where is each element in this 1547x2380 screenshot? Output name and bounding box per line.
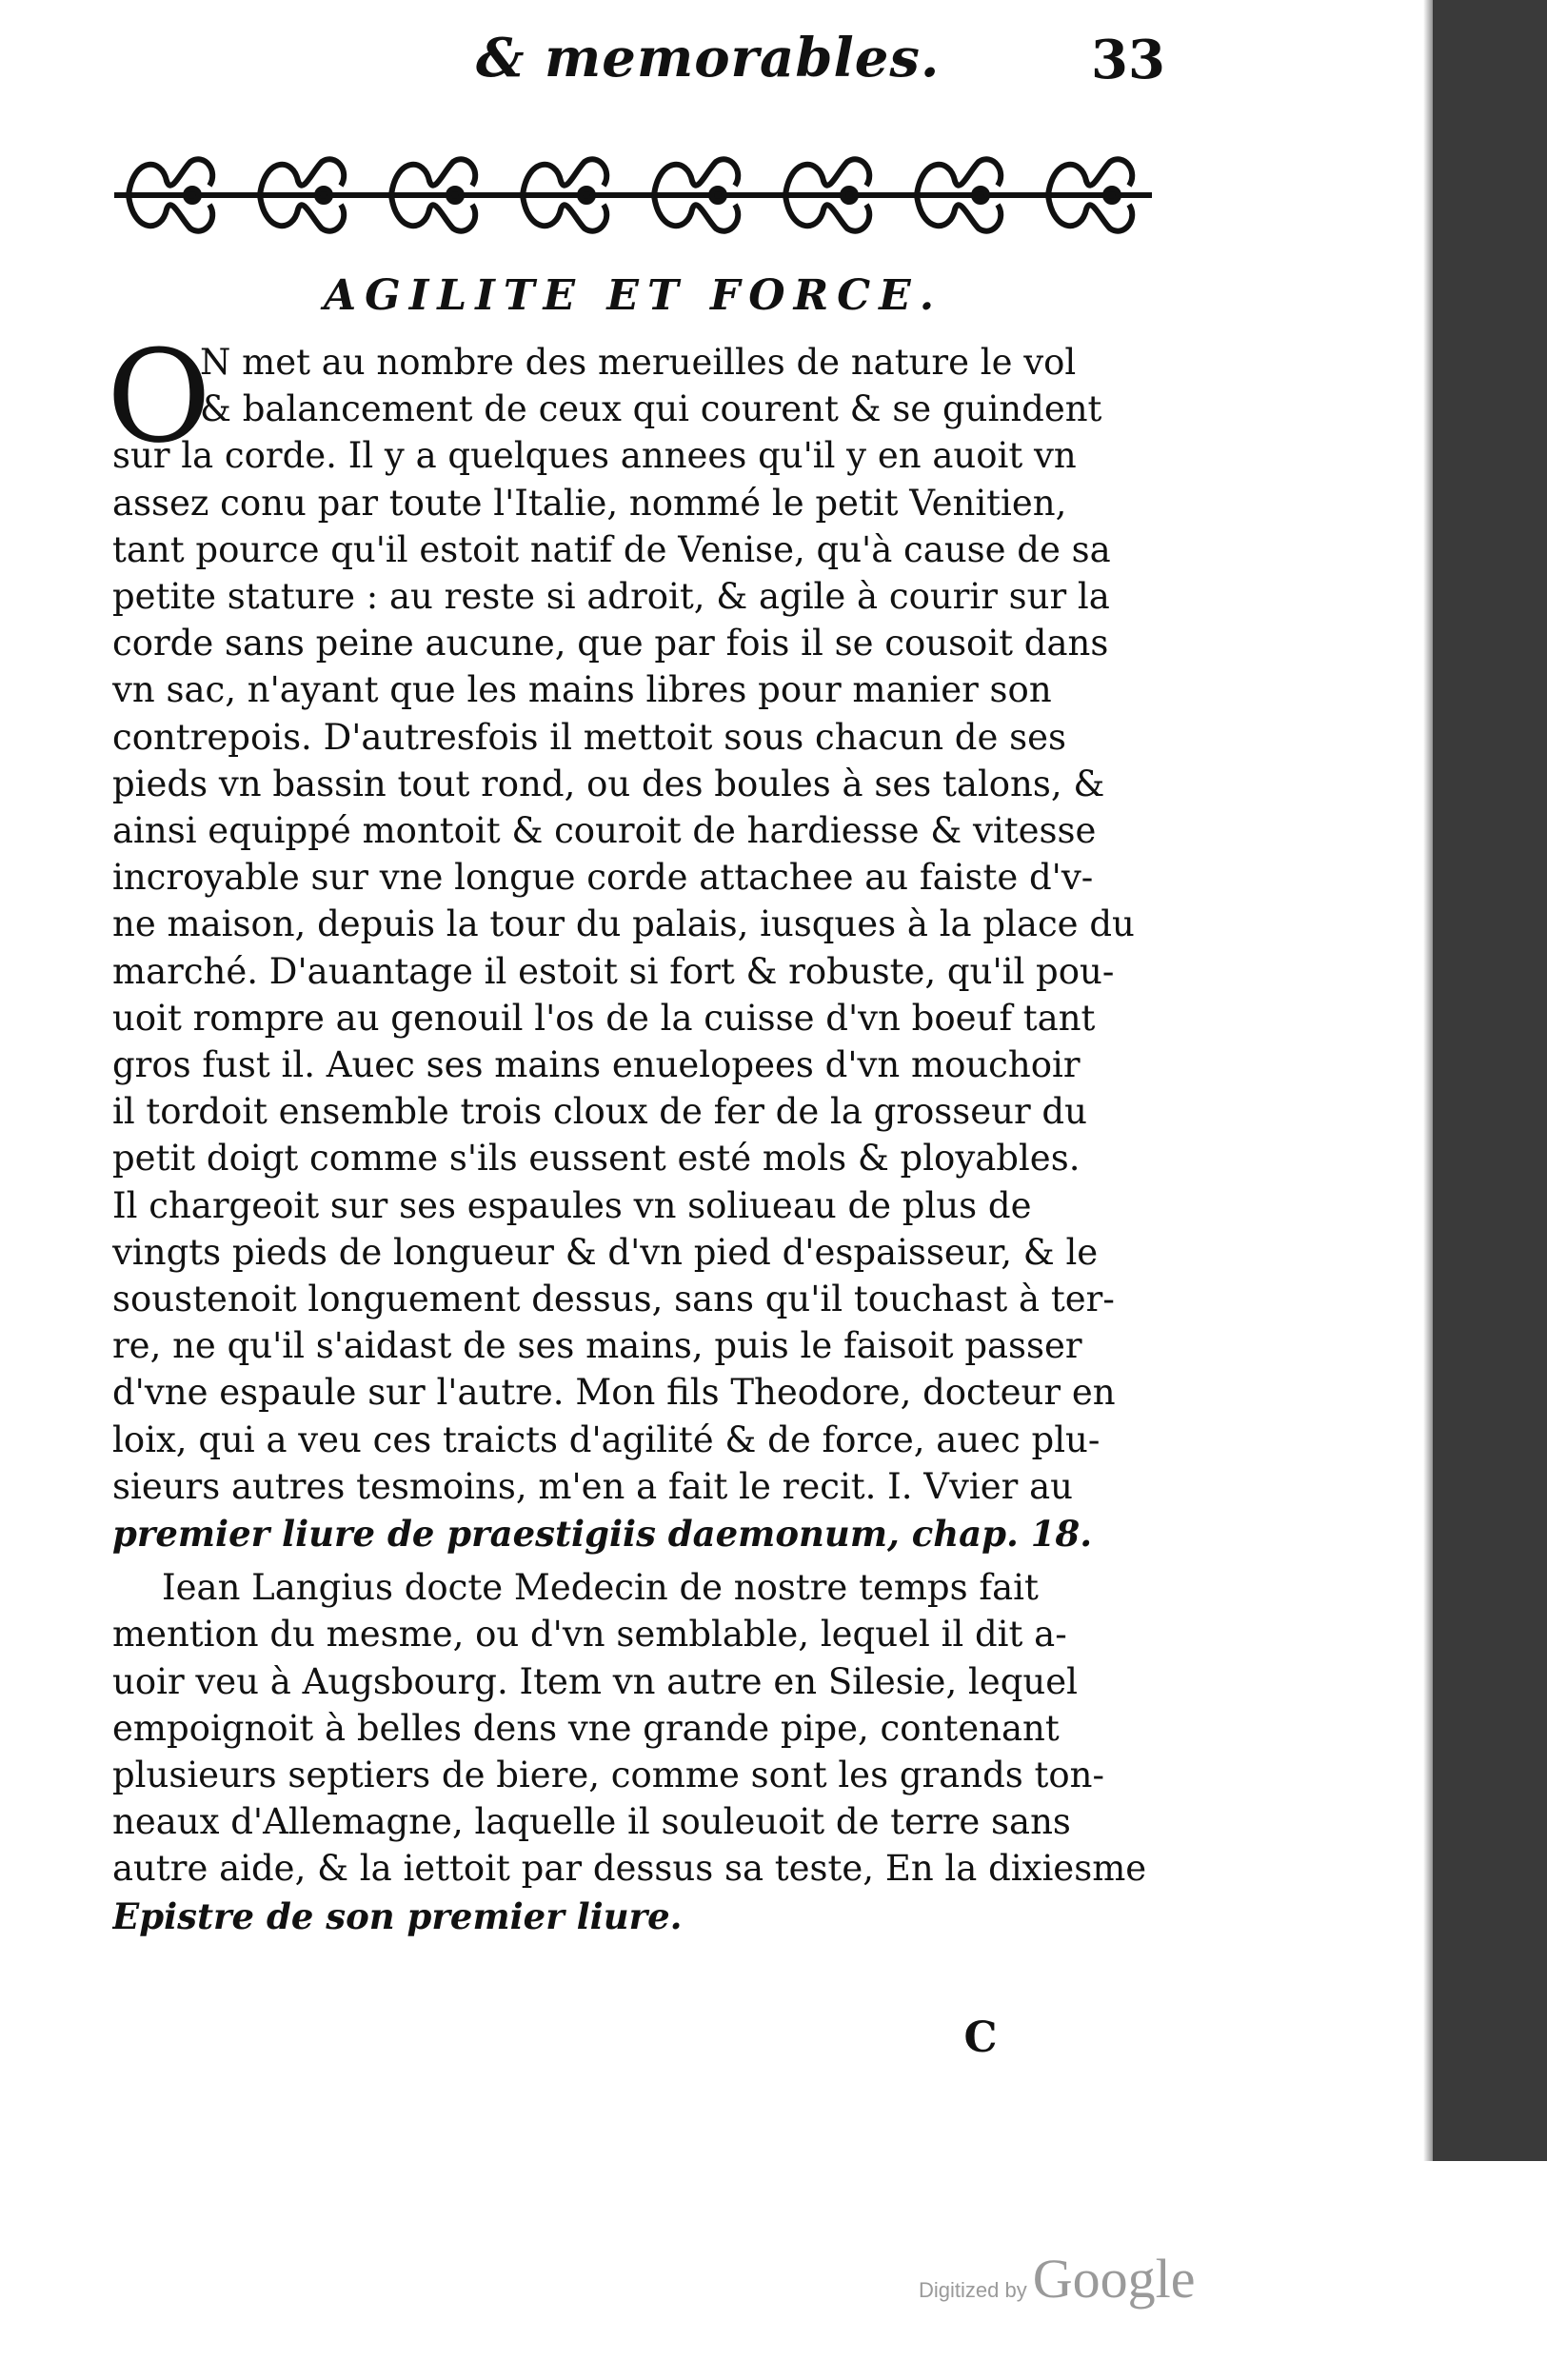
text-line: empoignoit à belles dens vne grande pipe, contenant [112, 1707, 1060, 1749]
ornament-dot [317, 188, 330, 202]
text-line: neaux d'Allemagne, laquelle il souleuoit de terre sans [112, 1801, 1071, 1843]
text-line: vingts pieds de longueur & d'vn pied d'espaisseur, & le [112, 1231, 1099, 1273]
text-line: petite stature : au reste si adroit, & agile à courir sur la [112, 576, 1110, 617]
text-line: Epistre de son premier liure. [112, 1894, 683, 1937]
text-line: uoir veu à Augsbourg. Item vn autre en Silesie, lequel [112, 1660, 1078, 1702]
drop-cap: O [107, 323, 211, 471]
text-line: loix, qui a veu ces traicts d'agilité & de force, auec plu- [112, 1418, 1101, 1460]
text-line: & balancement de ceux qui courent & se guindent [200, 388, 1102, 430]
text-line: Il chargeoit sur ses espaules vn soliueau de plus de [112, 1184, 1032, 1226]
text-line: ne maison, depuis la tour du palais, iusques à la place du [112, 903, 1135, 945]
text-line: N met au nombre des merueilles de nature le vol [200, 342, 1077, 383]
text-line: tant pource qu'il estoit natif de Venise, qu'à cause de sa [112, 528, 1111, 570]
watermark-brand: Google [1032, 2248, 1196, 2310]
text-line: marché. D'auantage il estoit si fort & robuste, qu'il pou- [112, 950, 1115, 992]
page-number: 33 [1091, 29, 1165, 91]
ornament-dot [711, 188, 724, 202]
watermark-prefix: Digitized by [919, 2278, 1027, 2302]
text-line: re, ne qu'il s'aidast de ses mains, puis le faisoit passer [112, 1325, 1082, 1367]
text-line: pieds vn bassin tout rond, ou des boules à ses talons, & [112, 763, 1105, 804]
text-line: mention du mesme, ou d'vn semblable, lequel il dit a- [112, 1614, 1067, 1656]
digitized-by-google-watermark [919, 2247, 1242, 2313]
ornament-dot [974, 188, 987, 202]
text-line: gros fust il. Auec ses mains enuelopees d'vn mouchoir [112, 1044, 1081, 1085]
text-line: autre aide, & la iettoit par dessus sa teste, En la dixiesme [112, 1848, 1147, 1890]
running-head: & memorables. [476, 27, 941, 89]
text-line: corde sans peine aucune, que par fois il se cousoit dans [112, 623, 1109, 664]
scan-dark-edge [1433, 0, 1547, 2161]
text-line: premier liure de praestigiis daemonum, chap. 18. [112, 1513, 1093, 1555]
text-line: d'vne espaule sur l'autre. Mon fils Theodore, docteur en [112, 1372, 1116, 1414]
text-line: il tordoit ensemble trois cloux de fer de la grosseur du [112, 1091, 1087, 1133]
text-line: sieurs autres tesmoins, m'en a fait le recit. I. Vvier au [112, 1465, 1073, 1507]
text-line: contrepois. D'autresfois il mettoit sous chacun de ses [112, 716, 1066, 758]
ornament-dot [448, 188, 462, 202]
text-line: vn sac, n'ayant que les mains libres pour manier son [112, 669, 1052, 711]
text-line: assez conu par toute l'Italie, nommé le petit Venitien, [112, 482, 1067, 524]
section-heading: AGILITE ET FORCE. [324, 271, 943, 320]
text-line: ainsi equippé montoit & couroit de hardiesse & vitesse [112, 810, 1097, 851]
signature-mark: C [963, 2013, 998, 2062]
text-line: uoit rompre au genouil l'os de la cuisse d'vn boeuf tant [112, 997, 1096, 1039]
text-line: plusieurs septiers de biere, comme sont les grands ton- [112, 1755, 1104, 1795]
text-line: Iean Langius docte Medecin de nostre temps fait [162, 1567, 1039, 1609]
ornament-dot [1105, 188, 1119, 202]
ornament-dot [186, 188, 199, 202]
text-line: sur la corde. Il y a quelques annees qu'il y en auoit vn [112, 435, 1077, 477]
text-line: petit doigt comme s'ils eussent esté mols & ployables. [112, 1138, 1081, 1180]
decorative-ornament-band [114, 143, 1152, 248]
ornament-dot [580, 188, 593, 202]
ornament-dot [843, 188, 856, 202]
text-line: soustenoit longuement dessus, sans qu'il touchast à ter- [112, 1279, 1115, 1319]
text-line: incroyable sur vne longue corde attachee au faiste d'v- [112, 857, 1094, 899]
